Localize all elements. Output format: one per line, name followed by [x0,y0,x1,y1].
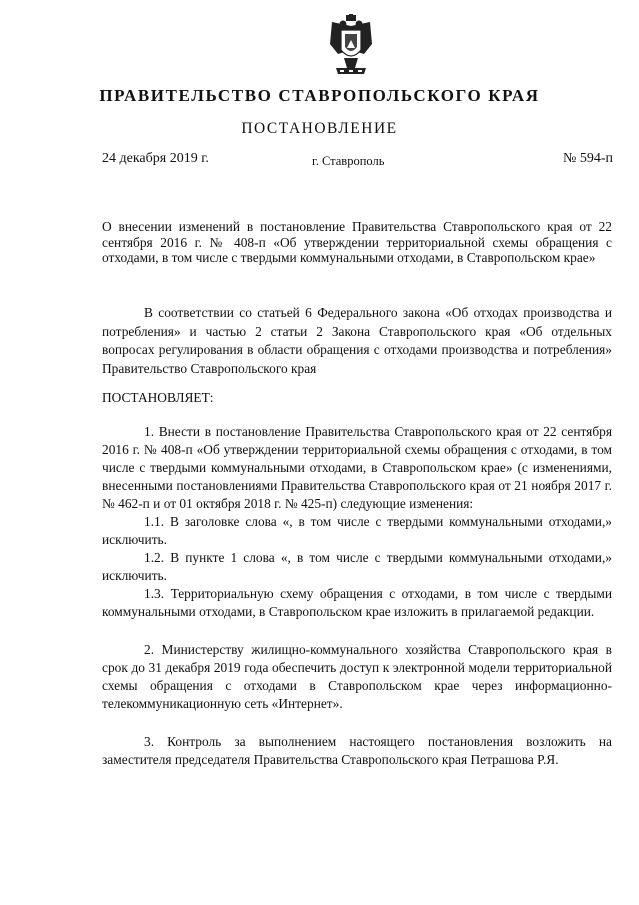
item-1-1: 1.1. В заголовке слова «, в том числе с твердыми коммунальными отходами,» исключить. [102,514,612,547]
government-title: ПРАВИТЕЛЬСТВО СТАВРОПОЛЬСКОГО КРАЯ [99,86,540,105]
document-number: № 594-п [562,151,613,166]
item-1-3: 1.3. Территориальную схему обращения с отходами, в том числе с твердыми коммунальными отходами, в Ставропольском крае изложить в прилагаемой редакции. [102,586,612,619]
document-body [102,423,612,769]
item-2: 2. Министерству жилищно-коммунального хозяйства Ставропольского края в срок до 31 декабря 2019 года обеспечить доступ к электронной модели территориальной схемы обращения с отходами в Ставропольском крае через информационно-телекоммуникационную сеть «Интернет». [102,642,612,711]
item-3: 3. Контроль за выполнением настоящего постановления возложить на заместителя председателя Правительства Ставропольского края Петрашова Р.Я. [102,734,612,767]
coat-of-arms-icon [328,14,374,76]
document-date: 24 декабря 2019 г. [102,151,209,166]
item-1-2: 1.2. В пункте 1 слова «, в том числе с твердыми коммунальными отходами,» исключить. [102,550,612,583]
document-preamble: В соответствии со статьей 6 Федерального закона «Об отходах производства и потребления» и частью 2 статьи 2 Закона Ставропольского края «Об отдельных вопросах регулирования в области обращения с отходами производства и потребления» Правительство Ставропольского края [102,305,612,376]
document-type: ПОСТАНОВЛЕНИЕ [241,120,398,137]
item-1: 1. Внести в постановление Правительства Ставропольского края от 22 сентября 2016 г. № 408-п «Об утверждении территориальной схемы обращения с отходами, в том числе с твердыми коммунальными отходами, в Ставропольском крае» (с изменениями, внесенными постановлениями Правительства Ставропольского края от 21 ноября 2017 г. № 462-п и от 01 октября 2018 г. № 425-п) следующие изменения: [102,424,612,511]
document-subject: О внесении изменений в постановление Правительства Ставропольского края от 22 сентября 2016 г. № 408-п «Об утверждении территориальной схемы обращения с отходами, в том числе с твердыми коммунальными отходами, в Ставропольском крае» [102,219,612,265]
decree-word: ПОСТАНОВЛЯЕТ: [102,390,214,405]
document-city: г. Ставрополь [312,154,385,168]
